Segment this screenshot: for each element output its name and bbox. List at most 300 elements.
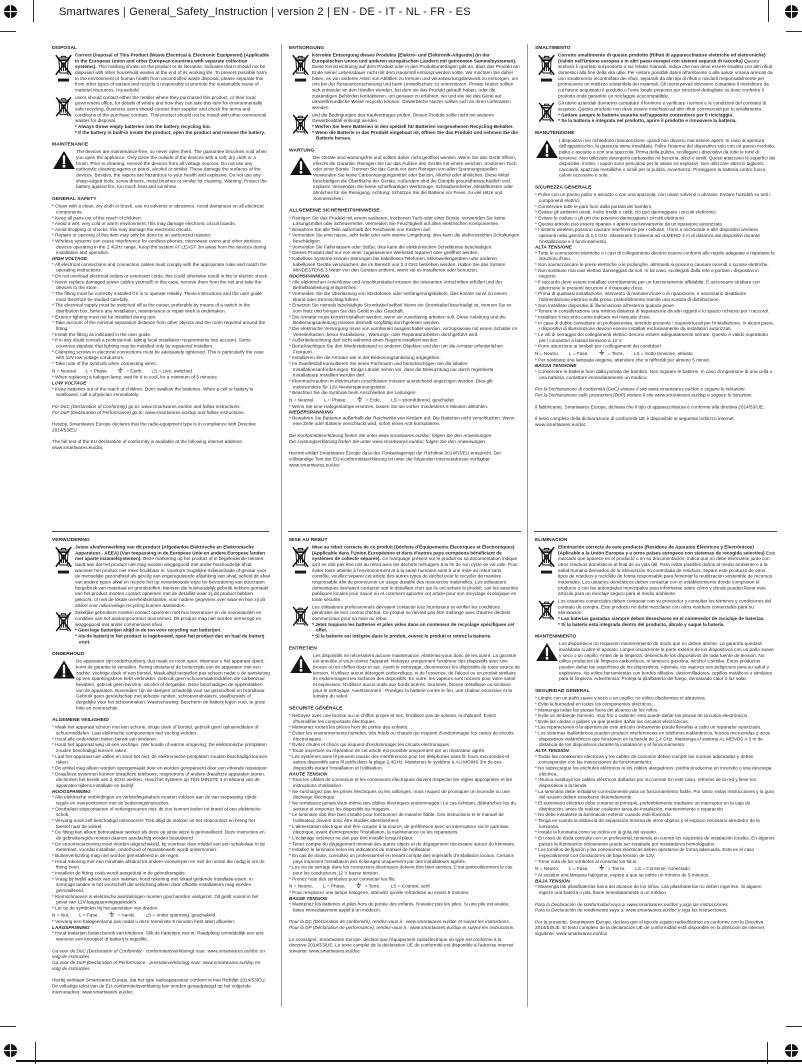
- section-heading: SÉCURITÉ GÉNÉRALE: [289, 705, 343, 712]
- paragraph: [75, 610, 270, 645]
- bullet-item: * Conservare le batterie fuori dalla portata dei bambini. Non ingoiare le batterie. In caso di ingestione di una cella o una batteria, contattare immediatamente un medico.: [535, 368, 773, 380]
- icon-paragraph: [52, 658, 270, 710]
- wire-label: L = Fase,: [569, 350, 589, 356]
- column-de: [289, 45, 520, 531]
- weee-icon: [535, 598, 558, 627]
- bullet-item: * Alle elektrischen Anschlüsse und Anschlusskabel müssen die relevanten Vorschriften erfüllen und der Betriebsanleitung entsprechen.: [289, 278, 503, 291]
- body-text: und die Bedingungen des Kaufvertrages prüfen. Dieses Produkt sollte nicht mit anderen Gewerbeabfall entsorgt werden.: [312, 111, 495, 124]
- bullet-item: * Questo articolo può essere riparato o aperto esclusivamente da un riparatore autorizzato.: [535, 220, 724, 227]
- icon-paragraph: [52, 149, 270, 190]
- section-heading: VERWIJDERING: [52, 537, 90, 543]
- crop-mark: [768, 0, 769, 22]
- bullet-item: * En cas de doute, consultez un professionnel en tenant compte des impératifs d'installation locaux. Certains pays imposent l'installation des éclairages uniquement par des installateurs agréés.: [289, 852, 514, 864]
- bullet-item: * Le luminaire doit être bien installé pour fonctionner de manière fiable. Ces instructions et le manuel de l'utilisateur doivent donc être étudiés attentivement.: [289, 811, 504, 823]
- bullet-item: * Installeer de fitting zoals wordt aangeduid in de gebruikersgids.: [52, 869, 186, 876]
- icon-paragraph: [535, 100, 776, 124]
- paragraph: [312, 112, 520, 141]
- bullet-item: * Keep batteries out of the reach of children. Don't swallow the batteries. When a cell or battery is swallowed, call a physician immediately.: [52, 385, 254, 398]
- bullet-item: * The fitting must be correctly installed if it is to operate reliably. These instructions and the user guide must therefore be studied carefully.: [52, 290, 263, 302]
- paragraph: [75, 52, 270, 93]
- wire-label: L = Phase: [85, 367, 107, 374]
- bullet-item: * Houd rekening met een minimale afstand tot andere voorwerpen en met de ruimte die nodig is om de fitting heen.: [52, 858, 265, 870]
- body-text: Los usuarios comerciales deben contactar con su proveedor y consultar los términos y condiciones del contrato de compra. Este producto no debe mezclarse con otros residuos comerciales para su eliminación.: [558, 598, 772, 616]
- bullet-item: * Take note of the symbols when connecting wires:: [52, 360, 157, 366]
- paragraph: Hierbij verklaart Smartwares Europe, dat het type radioapparatuur conform is met Richtlijn 2014/53/EU. De volledige tekst van de EU-conformiteitsverklaring kan worden geraadpleegd op het volgende internetadres: www.smartwares.eu/doc: [52, 977, 266, 995]
- doc-note: Pour la DC (Déclaration de conformité), rendez-vous à : www.smartwares.eu/doc et suivez les instructions.: [289, 918, 511, 925]
- section-heading: SICUREZZA GENERALE: [535, 184, 592, 191]
- warning-triangle-icon: [52, 658, 76, 710]
- weee-bar-icon: [52, 52, 75, 93]
- bullet-item: * Take account of the minimal separation distance from other objects and the room required around the fitting.: [52, 319, 266, 331]
- subsection-heading: BASSA TENSIONE: [535, 362, 577, 369]
- bullet-item: * I sistemi wireless possono causare interferenze per i cellulari, i forni a microonde e altri dispositivi wireless operanti nella gamma di 2,4 GHz. Mantenere il sistema ad ALMENO 3 m di distanza dai dispositivi durante l'installazione e il funzionamento.: [535, 226, 760, 244]
- warning-triangle-icon: [535, 641, 559, 682]
- body-text: Gli utenti aziendali dovranno contattare il fornitore e verificare i termini e le condizioni del contratto di acquisto. Questo prodotto non deve essere mischiato ad altri rifiuti commerciali per lo smaltimento.: [558, 100, 767, 112]
- bullet-list: [535, 695, 776, 747]
- bullet-item: * Clamping screws in electrical connections must be adequately tightened. This is particularly the case with 12V low voltage conductors.: [52, 348, 264, 361]
- icon-paragraph: [289, 155, 520, 202]
- bullet-item: * Tous les câbles de connexion et les connexions électriques doivent respecter les règles appropriées et les instructions d'utilisation.: [289, 776, 512, 789]
- bullet-item: * Maintenez toutes les pièces hors de portée des enfants.: [289, 724, 409, 730]
- bullet-item: * El suministro eléctrico debe cortarse al principio, preferiblemente mediante un interruptor en la caja de distribución, antes de realizar cualquier tarea de instalación, mantenimiento o reparación.: [535, 800, 751, 812]
- bullet-item: * Dit artikel mag alleen worden opengemaakt door en worden gerepareerd door een erkende reparateur.: [52, 765, 269, 771]
- bullet-item: * Exterior lighting must not be installed during rain.: [52, 313, 157, 320]
- weee-icon: [535, 100, 558, 124]
- bullet-item: * De stroomvoorziening moet worden uitgeschakeld, bij voorkeur door middel van een schakelaar in de meterkast, voordat installatie, onderhoud of reparatiewerk wordt ondernomen.: [52, 840, 266, 853]
- bullet-item: * Bewahren Sie alle Teile außerhalb der Reichweite von Kindern auf.: [289, 226, 431, 232]
- icon-paragraph: [535, 52, 776, 99]
- paragraph: [75, 544, 270, 608]
- wire-symbols-line: [535, 865, 776, 872]
- wire-label: N = Neutral: [52, 367, 76, 374]
- weee-icon: [289, 112, 312, 141]
- section-heading: MANTENIMIENTO: [535, 633, 577, 640]
- wire-label: N = Neutre,: [289, 883, 314, 889]
- subsection-heading: NIEDERSPANNUNG: [289, 409, 334, 415]
- bullet-item: * Installez le luminaire selon les indications du manuel de l'utilisateur.: [289, 846, 432, 853]
- section-heading: MAINTENANCE: [52, 141, 89, 148]
- icon-paragraph: [535, 544, 776, 596]
- subsection-heading: HAUTE TENSION: [289, 770, 328, 777]
- bullet-item: * Tenga en cuenta la distancia de separación mínima de otros objetos y el espacio necesario alrededor de la luminaria.: [535, 817, 760, 829]
- icon-paragraph: [289, 544, 520, 602]
- bullet-item: * Avoid dropping or shocks; this may damage the electronic circuits.: [52, 226, 193, 232]
- bullet-item: * Let op de symbolen bij het aansluiten van draden:: [52, 904, 159, 911]
- warning-triangle-icon: [289, 652, 313, 699]
- subsection-heading: ALTA TENSIÓN: [535, 747, 569, 754]
- bold-bullet: * Si la batería está integrada dentro del producto, ábralo y saque la batería.: [558, 621, 725, 627]
- bullet-list: [52, 930, 270, 942]
- paragraph: [558, 52, 776, 99]
- bullet-item: * Mantenga las pilas/baterías fuera del alcance de los niños. Las pilas/baterías no deben ingerirse. Si alguien ingiere una batería o pila, llame inmediatamente a un médico.: [535, 883, 762, 895]
- body-text: Zakelijke gebruikers moeten contact opnemen met hun leverancier en de voorwaarden en condities van het aankoopcontract doornemen. Dit product mag niet worden vermengd en weggegooid met ander commercieel afval.: [75, 609, 262, 627]
- bullet-item: * Evite un ambiente húmedo, muy frío o caliente; esto puede dañar las placas de circuitos electrónicos.: [535, 712, 749, 719]
- bullet-item: * Évitez les environnements humides, très froids ou chauds qui risquent d'endommager les cartes de circuits électroniques.: [289, 730, 514, 742]
- icon-paragraph: [535, 137, 776, 178]
- bullet-list: [289, 777, 520, 882]
- earth-symbol-icon: [355, 883, 363, 889]
- bullet-list: [535, 884, 776, 896]
- wire-label: LS = onder spanning, geschakeld: [145, 912, 216, 918]
- bullet-item: * Bewahren Sie Batterien außerhalb der Reichweite von Kindern auf. Die Batterien nicht verschlucken. Wenn eine Zelle oder Batterie verschluckt wird, sofort einen Arzt konsultieren.: [289, 414, 515, 427]
- icon-paragraph: [535, 598, 776, 627]
- bullet-item: * Ne remplacez jamais vous-même des câbles électriques endommagés ! Le cas échéant, débranchez-les du secteur et emportez les dispositifs au magasin.: [289, 800, 516, 812]
- bullet-item: * La luminaria debe instalarse correctamente para un funcionamiento fiable. Por tanto, estas instrucciones y la guía del usuario deben estudiarse detenidamente.: [535, 788, 774, 800]
- bullet-item: * Il raccordo deve essere installato correttamente per un funzionamento affidabile. È necessario studiare con attenzione le presenti istruzioni e il manuale d'uso.: [535, 279, 761, 291]
- paragraph: [558, 100, 776, 124]
- lead-text: Mise au rebut correcte de ce produit (Déchets d'Équipements Électriques et Électroniques) (Applicable dans l'Union Européenne et dans d'autres pays européens bénéficiant de systèmes de collecte séparée).: [312, 544, 515, 562]
- subsection-heading: HOOGSPANNING: [52, 788, 91, 794]
- paragraph: [558, 544, 776, 596]
- registration-mark-bottom-right: [784, 1043, 799, 1058]
- bullet-item: * Tutte le connessioni elettriche e i cavi di collegamento devono essere conformi alle regole adeguate e rispettare le istruzioni d'uso.: [535, 249, 775, 262]
- lead-text: Correct Disposal of This Product (Waste Electrical & Electronic Equipment) (Applicable in the European Union and other European countries with separate collection systems).: [75, 52, 270, 70]
- bullet-item: * Al sustituir una lámpara halógena, espere a que se enfríe un mínimo de 5 minutos.: [535, 871, 710, 878]
- wire-symbols-line: [52, 911, 270, 918]
- icon-paragraph: [289, 112, 520, 141]
- paragraph: [76, 149, 270, 190]
- bullet-item: * L'éclairage extérieur ne doit pas être installé lorsqu'il pleut.: [289, 834, 414, 841]
- bullet-item: * Evite la humedad en todos los componentes eléctricos.: [535, 700, 653, 707]
- section-heading: ENTSORGUNG: [289, 45, 325, 51]
- bullet-item: * Conservare tutte le parti fuori dalla portata dei bambini.: [535, 203, 653, 209]
- paragraph: [312, 52, 520, 110]
- weee-icon: [52, 94, 75, 135]
- bullet-item: * In caso di dubbi, consultare un professionista, tenendo presente i requisiti locali per l'installazione. In alcuni paesi, i dispositivi di illuminazione devono essere installati esclusivamente da installatori autorizzati.: [535, 319, 774, 332]
- column-en: [52, 45, 270, 531]
- weee-bar-icon: [52, 544, 75, 608]
- bold-bullet: * Jetez toujours les batteries et piles vides dans un conteneur de recyclage spécifiques cet effet.: [312, 621, 515, 633]
- paragraph: The full text of the EU declaration of conformity is available at the following internet address: www.smartwares.eu/doc: [52, 438, 243, 451]
- bullet-item: * Houd batterijen buiten bereik van kinderen. Slik de batterijen niet in. Raadpleeg onmiddellijk een arts wanneer een knoopcel of batterij is ingeslikt.: [52, 930, 264, 942]
- bullet-item: * Houd het apparaat weg uit een vochtige, zeer koude of warme omgeving; De elektronische printplaten zouden beschadigd kunnen raken.: [52, 741, 267, 754]
- bottom-cut-line: [16, 1060, 802, 1062]
- bullet-item: * Evitare le cadute o gli urti che possono danneggiare i circuiti elettronici.: [535, 214, 686, 221]
- doc-note: For DoP (Declaration of Performance) go to: www.smartwares.eu/dop and follow instructions.: [52, 409, 245, 415]
- lead-text: Eliminación correcta de este producto (Residuos de Aparatos Eléctricos y Electrónicos) (Aplicable a la Unión Europea y a otros países europeos con sistemas de recogida selectiva): [558, 544, 766, 556]
- bullet-item: * Los sistemas inalámbricos pueden producir interferencias en teléfonos inalámbricos, hornos microondas y otros dispositivos inalámbricos que funcionen en la banda de 2,4 GHz. Mantenga el sistema AL MENOS A 3 m de distancia de los dispositivos durante la instalación y el funcionamiento.: [535, 730, 771, 748]
- lead-text: Juiste afvalverwerking van dit product (Afgedankte Elektrische en Elektronische Apparatuur - AEEA) (Van toepassing in de Europese Unie en andere Europese landen met aparte inzamelsystemen).: [75, 544, 265, 562]
- paragraph: [312, 604, 520, 639]
- icon-paragraph: [52, 52, 270, 93]
- paragraph: Il testo completo della dichiarazione di conformità UE è disponibile al seguente indirizzo internet: www.smartwares.eu/doc: [535, 415, 735, 427]
- subsection-heading: BAJA TENSIÓN: [535, 877, 570, 884]
- bullet-item: * L'alimentation électrique doit être coupée à la source, de préférence avec un interrupteur sur le panneau électrique, avant d'entreprendre l'installation, la maintenance ou les réparations.: [289, 823, 509, 835]
- doc-note: Pour la DP (Déclaration de performance), rendez-vous à : www.smartwares.eu/dop et suivez les instructions.: [289, 924, 515, 931]
- bullet-item: * Avoid a wet, very cold or warm environment; this may damage electronic circuit boards.: [52, 220, 236, 227]
- bullet-item: * When replacing a halogen lamp, wait for it to cool, for a minimum of 5 minutes.: [52, 374, 218, 380]
- wire-symbols-line: [52, 367, 270, 374]
- bullet-list: [289, 279, 520, 396]
- wire-label: = Terre,: [355, 883, 380, 889]
- bullet-item: * Tenez compte du dégagement minimal des autres objets et du dégagement nécessaire autour du luminaire.: [289, 840, 516, 847]
- column-nl: [52, 537, 270, 1008]
- row-separator: [288, 531, 521, 532]
- wire-symbols-line: [289, 882, 520, 889]
- bullet-item: * Wenn Sie eine Halogenlampe ersetzen, lassen Sie sie vorher mindestens 5 Minuten abkühlen.: [289, 403, 489, 409]
- bullet-item: * The electrical supply must be switched off at the outset, preferably by means of a switch in the distribution box, before any installation, maintenance or repair work is undertaken.: [52, 302, 251, 314]
- bullet-list: [52, 794, 270, 911]
- bullet-item: * Keep all parts out of the reach of children.: [52, 214, 142, 221]
- bullet-item: * Ne surchargez pas les prises électriques ou les rallonges. Vous risquez de provoquer un incendie ou une décharge électrique.: [289, 788, 510, 800]
- bullet-item: * No sobrecargue los enchufes eléctricos ni los cables alargadores; podría producirse un incendio o una descarga eléctrica.: [535, 765, 772, 777]
- body-text: Les dispositifs ne nécessitent aucune maintenance. Abstenez-vous donc de les ouvrir. La garantie est annulée si vous ouvrez l'appareil. Nettoyez uniquement l'extérieur des dispositifs avec une brosse ou un chiffon doux et sec. Avant le nettoyage, déconnectez les dispositifs de toute source de tension. N'utilisez aucun détergent carboxylique, ni de l'essence, de l'alcool ou un produit similaire. Ils endommagent les surfaces des dispositifs. En outre, les vapeurs sont nocives pour votre santé et explosives. N'utilisez aucun outils aux bords acérés, tournevis, brosse métallique ou similaire pour le nettoyage. Avertissement : Protégez la batterie contre le feu, une chaleur excessive et la lumière du soleil.: [313, 652, 520, 699]
- bullet-item: * Installieren Sie die Armatur wie in der Bedienungsanleitung angegeben.: [289, 354, 441, 361]
- bullet-item: * Ersetzen Sie niemals beschädigte Stromkabel selbst! Wenn ein Stromkabel beschädigt ist, trennen Sie es vom Netz und bringen Sie das Gerät in das Geschäft.: [289, 302, 512, 314]
- paragraph: [313, 155, 520, 202]
- bold-bullet: * Als de batterij in het product is ingebouwd, open het product dan en haal de batterij eruit.: [75, 632, 265, 645]
- weee-icon: [289, 604, 312, 639]
- bullet-item: * Do not overload electrical outlets or extension cords; this could otherwise result in fire or electric shock.: [52, 273, 269, 279]
- icon-paragraph: [52, 94, 270, 135]
- bullet-item: * Never replace damaged power cables yourself! In this case, remove them from the net and take the devices to the store.: [52, 278, 262, 291]
- bullet-item: * Installare il raccordo come indicato nel manuale d'uso.: [535, 314, 651, 320]
- bullet-item: * Alle elektrische verbindingen en verbindingskabels moeten voldoen aan de van toepassing zijnde regels en overeenkomen met de bedieningsinstructies.: [52, 794, 257, 806]
- wire-label: L = Fase,: [569, 865, 589, 872]
- earth-symbol-icon: [357, 397, 365, 403]
- body-text: Ce marquage présent sur le produit ou sa documentation indique qu'il ne doit pas être mis au rebut avec les déchets ménagers à la fin de son cycle de vie utile. Pour éviter toute atteinte à l'environnement et à la santé humaine suite à une mise au rebut sans contrôle, veuillez séparer cet article des autres types de déchet pour le recycler de manière responsable afin de promouvoir un usage durable des ressources matérielles. Les utilisateurs domestiques devraient contacter soit le détaillant chez qui ils ont acheté le produit, soit les autorités publiques locales pour savoir où et comment apporter cet article pour son recyclage écologique en toute sécurité.: [312, 555, 519, 603]
- warning-triangle-icon: [535, 137, 559, 178]
- bullet-item: * Los tornillos de fijación y las conexiones eléctricas deben apretarse de forma adecuada. Este es el caso especialmente con conductores de baja tensión de 12V.: [535, 846, 755, 858]
- icon-paragraph: [52, 610, 270, 645]
- doc-note: Para la Declaración de conformidad vaya a: www.smartwares.eu/doc y siga las instrucciones.: [535, 901, 729, 907]
- icon-paragraph: [289, 652, 520, 699]
- bold-bullet: * Werfen Sie leere Batterien in den speziell für Batterien vorgesehenen Recycling-Behälter.: [312, 123, 514, 130]
- body-text: Deze markering op het product of in begeleidende teksten duidt aan dat het product niet mag worden weggegooid met ander huishoudelijk afval wanneer het product niet meer bruikbaar is. Voorkom mogelijke milieuschade of gevaar voor de menselijke gezondheid als gevolg van ongereguleerde afdanking van afval; scheid dit afval van andere typen afval en recycle het op verantwoorde wijze ter bevordering van duurzaam hergebruik van materiaal en grondstoffen. Mensen die huishoudelijk gebruik hebben gemaakt van het product moeten contact opnemen met de detaillist waar zij dit product hebben gekocht, of met de lokale overheidsinstantie, voor nadere gegevens over waar en hoe zij dit artikel voor milieuveilige recycling kunnen aanbieden.: [75, 555, 270, 608]
- bullet-list: [52, 386, 270, 398]
- bullet-item: * Die Armatur muss korrekt installiert werden, wenn sie zuverlässig arbeiten soll. Diese Anleitung und die Bedienungsanleitung müssen deshalb sorgfältig durchgelesen werden.: [289, 313, 506, 326]
- wire-label: = Terra,: [599, 350, 624, 356]
- bullet-list: [535, 250, 776, 349]
- doc-note: Die Leistungserklärung finden Sie unter www.smartwares.eu/doc; folgen Sie den Anweisungen.: [289, 438, 487, 444]
- column-it: [535, 45, 776, 531]
- column-divider: [527, 44, 528, 1007]
- bullet-item: * Tenere in considerazione una minima distanza di separazione da altri oggetti e lo spazio richiesto per i raccordi.: [535, 308, 770, 314]
- section-heading: ONDERHOUD: [52, 651, 85, 657]
- body-text: The devices are maintenance-free, so never open them. The guarantee becomes void when you open the appliance. Only clean the outside of the devices with a soft, dry cloth or a brush. Prior to cleaning, remove the devices from all voltage sources. Do not use any carboxylic cleaning agents or petrol, alcohol or similar. These damage the surfaces of the devices. Besides, the vapors are hazardous to your health and explosive. Do not use any sharp-edged tools, screw drivers, metal brushes or similar for cleaning. Warning: Protect the battery against fire, too much heat and sunshine.: [76, 148, 267, 190]
- bullet-item: * Vervang een halogeenlamp pas nadat u deze tenminste 5 minuten hebt laten afkoelen.: [52, 918, 236, 925]
- bullet-item: * Im Zweifelsfall konsultieren Sie einen Fachmann und berücksichtigen Sie die lokalen Installationsanforderungen. Einige Länder sehen vor, dass die Beleuchtung nur durch registrierte Installateure installiert werden darf.: [289, 360, 494, 378]
- paragraph: [76, 658, 270, 710]
- icon-paragraph: [289, 52, 520, 110]
- weee-bar-icon: [289, 544, 312, 602]
- bullet-item: * ¡Nunca sustituya los cables eléctricos dañados por su cuenta! En este caso, retírelos de la red y lleve los dispositivos a la tienda.: [535, 776, 756, 789]
- row-separator: [534, 531, 777, 532]
- icon-paragraph: [535, 641, 776, 682]
- page-title: Smartwares | General_Safety_Instruction | version 2 | EN - DE - IT - NL - FR - ES: [59, 6, 471, 18]
- bullet-item: * Klemschroeven in elektrische aansluitingen moeten goed worden vastgezet. Dit geldt vooral in het geval van 12V-laagspanningsgeleiders.: [52, 893, 259, 905]
- doc-note: Per la Dichiarazione di conformità (DoC) visitare il sito www.smartwares.eu/doc e seguire le istruzioni.: [535, 386, 746, 392]
- bullet-item: * Laat het apparaat niet vallen en stoot het niet; de elektronische printplaten zouden beschadigd kunnen raken.: [52, 753, 268, 765]
- body-text: De apparaten zijn onderhoudsvrij, dus maak ze nooit open. Wanneer u het apparaat opent, komt de garantie te vervallen. Reinig uitsluitend de buitenzijde van de apparaten met een zachte, vochtige doek of een borstel. Maak altijd toestellen pas schoon nadat u de aansluiting op een spanningsbron hebt verbroken. Gebruik geen schoonmaakmiddelen die carbonzuur bevatten, gebruik geen benzine, alcohol of dergelijke. Deze beschadigen de oppervlakken van de apparaten. Bovendien zijn de dampen schadelijk voor uw gezondheid en brandbaar. Gebruik geen gereedschap met scherpe randen, schroevendraaiers, staalborstels of dergelijke voor het schoonmaken. Waarschuwing: Bescherm de batterij tegen vuur, te grote hitte en zonneschijn.: [76, 658, 270, 711]
- bold-bullet: * Always throw empty batteries into the battery recycling bin.: [75, 123, 211, 130]
- section-heading: ALGEMENE VEILIGHEID: [52, 717, 109, 723]
- wire-symbols-line: [535, 349, 776, 356]
- wire-label: LS = Live, switched: [151, 367, 192, 374]
- icon-paragraph: [52, 544, 270, 608]
- body-text: This marking shown on the product or its literature, indicates that it should not be disposed with other household wastes at the end of its working life. To prevent possible harm to the environment or human health from uncontrolled waste disposal, please separate this from other types of wastes and recycle it responsibly to promote the sustainable reuse of material resources. Household: [75, 63, 268, 93]
- bullet-item: * If in any doubt consult a professional, taking local installation requirements into account. Some countries stipulate that lighting may be installed only by registered installers.: [52, 337, 251, 349]
- bullet-item: * Berücksichtigen Sie den Mindestabstand zu anderen Objekten und den um die Armatur erforderlichen Freiraum.: [289, 342, 503, 355]
- bullet-list: [289, 713, 520, 771]
- wire-label: = Erde,: [357, 397, 382, 403]
- bullet-item: * Non sovraccaricare le prese elettriche o le prolunghe, altrimenti si possono causare incendi o scosse elettriche.: [535, 261, 769, 268]
- bullet-item: * Prima di qualsiasi installazione, intervento di manutenzione o di riparazione, è necessario disattivare l'alimentazione elettrica sulla presa, preferibilmente tramite una scatola di distribuzione.: [535, 290, 747, 303]
- paragraph: [313, 652, 520, 699]
- bullet-item: * Overbelast stopcontacten of verlengsnoeren niet; dit zou kunnen leiden tot brand of een elektrische schok.: [52, 805, 261, 818]
- wire-label: LS = Courant, actif: [390, 883, 430, 889]
- bullet-item: * Per sostituire una lampada alogena, attendere che si raffreddi per almeno 5 minuti.: [535, 356, 711, 363]
- body-text: Questo simbolo è riportato sul prodotto o sui relativi manuali, indica che non deve essere smaltito con altri rifiuti domestici alla fine della vita utile. Per evitare possibili danni all'ambiente o alla salute umana arrecati da uno smaltimento incontrollato dei rifiuti, separarli da altri tipi di rifiuti e riciclarli responsabilmente per promuovere un riutilizzo sostenibile dei materiali. Gli utenti privati dovranno contattare il rivenditore da cui hanno acquistato il prodotto o l'ente locale preposto per istruzioni dettagliate su dove conferire il prodotto onde garantire un riciclaggio ecocompatibile.: [558, 57, 773, 99]
- paragraph: Le soussigné, Smartwares Europe, déclare que l'équipement radioélectrique du type est conforme à la directive 2014/53/UE. Le texte complet de la déclaration UE de conformité est disponible à l'adresse internet suivante: www.smartwares.eu/doc: [289, 936, 514, 954]
- bullet-item: * Todas las conexiones eléctricas y los cables de conexión deben cumplir las normas adecuadas y deben corresponder con las instrucciones de funcionamiento.: [535, 753, 754, 765]
- bullet-item: * Vermeiden Sie die Überlastung von Steckdosen oder Verlängerungskabeln; dies könnte sonst zu einem Brand oder Stromschlag führen.: [289, 290, 507, 302]
- bullet-list: [535, 368, 776, 380]
- bullet-list: [289, 901, 520, 913]
- bold-bullet: * Gettare sempre le batterie esaurite nell'apposito contenitore per il riciclaggio.: [558, 111, 734, 118]
- subsection-heading: LOW VOLTAGE: [52, 379, 87, 386]
- body-text: Diese Kennzeichnung auf dem Produkt oder in den Produktunterlagen gibt an, dass das Produkt am Ende seiner Lebensdauer nicht mit dem Hausmüll entsorgt werden sollte. Wir möchten Sie daher bitten, es von anderen Arten von Abfällen zu trennen und verantwortungsbewusst zu entsorgen, um uns bei der Ressourcenschonung und beim Umweltschutz zu unterstützen. Private Nutzer sollten sich entweder an den Händler wenden, bei dem sie das Produkt gekauft haben, oder die zuständigen Behörden kontaktieren, um genauer zu erfahren, wo und wie sie das Gerät auf umweltfreundliche Weise recyceln können. Gewerbliche Nutzer sollten sich an ihren Lieferanten wenden: [312, 63, 520, 111]
- bullet-item: * Dieses Produkt darf nur von einer zugelassenen Werkstatt repariert oder geöffnet werden.: [289, 249, 479, 256]
- bullet-item: * Buitenverlichting mag niet worden geïnstalleerd in de regen.: [52, 852, 180, 858]
- earth-symbol-icon: [599, 350, 607, 356]
- wire-label: LS = Corriente, conectado: [635, 865, 690, 872]
- bullet-item: * Beachten Sie die Symbole beim Anschließen der Leitungen:: [289, 389, 417, 396]
- bullet-item: * Pulire con un panno pulito e asciutto o con una spazzola, non usare solventi o abrasivi. Evitare l'umidità su tutti i componenti elettrici.: [535, 191, 771, 203]
- bold-bullet: * Si la batterie est intégrée dans le produit, ouvrez le produit et retirez la batterie.: [312, 632, 492, 639]
- paragraph: [559, 137, 776, 178]
- subsection-heading: LAAGSPANNING: [52, 924, 90, 930]
- wire-label: L = Phase,: [324, 396, 347, 403]
- bullet-item: * Non installare dispositivi di illuminazione all'esterno quando piove.: [535, 302, 676, 308]
- icon-paragraph: [289, 604, 520, 639]
- bullet-item: * Repairs or opening of this item may only be done by an authorized repairer.: [52, 232, 212, 238]
- bullet-item: * En caso de duda consulte con un profesional, teniendo en cuenta los requisitos de instalación locales. En algunos países la iluminación únicamente puede ser instalada por instaladores homologados.: [535, 834, 775, 847]
- body-text: Les utilisateurs professionnels devraient contacter leur fournisseur et vérifier les conditions générales de leur contrat d'achat. Ce produit ne devrait pas être mélangé avec d'autres déchets commerciaux pour sa mise au rebut.: [312, 603, 511, 622]
- bullet-item: * Mantenga todas las piezas fuera del alcance de los niños.: [535, 706, 659, 713]
- bullet-item: * Toute ouverture ou réparation de cet article est possible uniquement par un réparateur agréé.: [289, 747, 486, 754]
- subsection-heading: ALTA TENSIONE: [535, 244, 572, 250]
- section-heading: SEGURIDAD GENERAL: [535, 688, 590, 694]
- column-es: [535, 537, 776, 1008]
- paragraph: Hiermit erklärt Smartwares Europe dass der Funkanlagentyp der Richtlinie 2014/53/EU entspricht. Der vollständige Text der EU-Konformitätserklärung ist unter der folgenden Internetadresse verfügbar: www.smartwares.eu/doc: [289, 450, 502, 468]
- bullet-item: * Vermeiden Sie Fallenlassen oder Stöße; dies kann die elektronischen Schaltkreise beschädigen.: [289, 243, 493, 250]
- wire-label: = Aarde,: [109, 912, 136, 918]
- bold-bullet: * Gooi lege batterijen altijd in de ton voor recycling van batterijen.: [75, 627, 222, 633]
- wire-label: LS = Sotto tensione, attivato: [633, 350, 693, 356]
- bullet-item: * Tome nota de los símbolos al conectar los hilos:: [535, 858, 638, 864]
- bullet-item: * Maak het apparaat schoon met een schone, droge doek of borstel, gebruik geen oplosmiddelen of schuurmiddelen. Laat elektrische componenten niet vochtig worden.: [52, 724, 259, 736]
- bullet-list: [289, 215, 520, 273]
- bullet-item: * Maintenez les batteries et piles hors de portée des enfants. N'avalez pas les piles. Si une pile est avalée, faites immédiatement appel à un médecin.: [289, 901, 510, 913]
- bullet-list: [289, 415, 520, 427]
- doc-note: Die Konformitätserklärung finden Sie unter www.smartwares.eu/doc; folgen Sie den Anweisungen.: [289, 432, 493, 439]
- bullet-item: * Las reparaciones o la apertura de este artículo únicamente puede llevarlas a cabo un reparador autorizado.: [535, 724, 762, 730]
- wire-label: N = Nul,: [52, 912, 70, 918]
- wire-label: N = Neutro,: [535, 865, 560, 872]
- bullet-item: * Évitez chutes et chocs qui risquent d'endommager les circuits électroniques.: [289, 741, 451, 748]
- earth-symbol-icon: [109, 912, 117, 918]
- bullet-item: * Install the fitting as indicated in the user guide.: [52, 331, 152, 337]
- registration-mark-bottom-left: [3, 1043, 18, 1058]
- warning-triangle-icon: [289, 155, 313, 202]
- lead-text: Korrekte Entsorgung dieses Produkts (Elektro- und Elektronik-Altgeräte) (in der Europäischen Union und anderen europäischen Ländern mit getrennten Sammelsystemen).: [312, 52, 517, 64]
- bullet-item: * Wireless systems can cause interference for cordless phones, microwave ovens and other wireless devices operating in the 2.4GHz range. Keep the system AT LEAST 3m away from the devices during installation and operation.: [52, 238, 267, 256]
- subsection-heading: HOCHSPANNUNG: [289, 273, 330, 279]
- crop-mark: [0, 31, 16, 32]
- doc-note: For DoC (Declaration of Conformity) go to: www.smartwares.eu/doc and follow instructions.: [52, 403, 241, 409]
- bullet-list: [52, 203, 270, 255]
- subsection-heading: BASSE TENSION: [289, 895, 328, 901]
- wire-label: N = Neutro,: [535, 350, 560, 356]
- bullet-item: * Prenez note des symboles pour connecter les fils:: [289, 875, 396, 882]
- bullet-item: * Non sostituire mai cavi elettrici danneggiati da soli. In tal caso, scollegarli dalla rete e portare i dispositivi in negozio.: [535, 267, 759, 279]
- bullet-list: [52, 724, 270, 788]
- weee-bar-icon: [535, 544, 558, 596]
- section-heading: MISE AU REBUT: [289, 537, 328, 543]
- registration-mark-top-right: [784, 4, 799, 19]
- row-separator: [52, 531, 269, 532]
- crop-mark: [786, 31, 802, 32]
- wire-label: L = Fase,: [79, 912, 99, 918]
- bullet-item: * Nettoyez avec une brosse ou un chiffon propre et sec. N'utilisez pas de solvant, ni d'abrasif. Évitez d'humidifier les composants électriques.: [289, 712, 497, 724]
- earth-symbol-icon: [599, 866, 607, 872]
- bullet-item: * Limpie con un paño suave y seco o un cepillo; no utilice disolventes ni abrasivos.: [535, 695, 707, 701]
- crop-mark: [0, 1026, 16, 1027]
- doc-note: Ga voor de DoC (Declaration of Conformity - conformiteitsverklaring) naar: www.smartwares.eu/doc en volg de instructies.: [52, 947, 265, 960]
- crop-mark: [786, 1026, 802, 1027]
- body-text: Die Geräte sind wartungsfrei und sollten daher nicht geöffnet werden. Wenn Sie das Gerät öffnen, erlischt die Garantie. Reinigen Sie nur das Äußere des Geräts mit einem weichen, trockenen Tuch oder einer Bürste. Trennen Sie das Gerät vor dem Reinigen von allen Spannungsquellen. Verwenden Sie keine Carbonreinigungsmittel oder Benzin, Alkohol oder ähnliches. Diese Mittel beschädigen die Oberfläche der Geräte. Außerdem sind die Dämpfe gesundheitsschädlich und explosiv. Verwenden Sie keine scharfkantigen Werkzeuge, Schraubendreher, Metallbürsten oder ähnliches für die Reinigung. Achtung: Schützen Sie die Batterie vor Feuer, zu viel Hitze und Sonnenschein.: [313, 154, 517, 201]
- section-heading: ENTRETIEN: [289, 645, 317, 651]
- bullet-item: * Evitare gli ambienti umidi, molto freddi o caldi; ciò può danneggiare i circuiti elettronici.: [535, 209, 717, 215]
- column-divider: [281, 44, 282, 1007]
- doc-note: Per la Dichiarazione sulle prestazioni (DoP) visitare il sito www.smartwares.eu/dop e seguire le istruzioni.: [535, 391, 753, 398]
- bold-bullet: * Las baterías gastadas siempre deben desecharse en el contenedor de reciclaje de baterías.: [558, 615, 765, 622]
- bullet-item: * Houd alle onderdelen buiten bereik van kinderen.: [52, 735, 158, 742]
- wire-label: N = Neutral,: [289, 396, 315, 403]
- paragraph: Il fabbricante, Smartwares Europe, dichiara che il tipo di apparecchiatura è conforme alla direttiva 2014/53/UE.: [535, 403, 765, 410]
- paragraph: [75, 94, 270, 135]
- section-heading: ALLGEMEINE SICHERHEITSHINWEISE: [289, 207, 380, 214]
- bullet-item: * Clean with a clean, dry cloth or brush, use no solvents or abrasives. Avoid dampness on all electrical components.: [52, 203, 264, 215]
- wire-label: L = Phase,: [323, 883, 346, 889]
- bullet-list: [52, 261, 270, 366]
- paragraph: Hereby, Smartwares Europe declares that the radio-equipment type is in compliance with Directive 2014/53/EU: [52, 421, 256, 433]
- section-heading: SMALTIMENTO: [535, 45, 571, 51]
- bold-bullet: * Wenn die Batterie in das Produkt eingebaut ist, öffnen Sie das Produkt und nehmen Sie die Batterie heraus.: [312, 129, 518, 141]
- lead-text: Corretto smaltimento di questo prodotto (Rifiuti di apparecchiature elettriche ed elettroniche) (Valido nell'Unione europea e in altri paesi europei con sistemi separati di raccolta): [558, 52, 766, 64]
- doc-note: Para la Declaración de rendimiento vaya a: www.smartwares.eu/doc y siga las instrucciones.: [535, 907, 728, 913]
- bullet-item: * Instale la luminaria como se indica en la guía del usuario.: [535, 829, 658, 835]
- bold-bullet: * Se la batteria è integrata nel prodotto, aprire il prodotto e rimuovere la batteria.: [558, 117, 737, 124]
- bullet-item: * Die elektrische Versorgung muss von vornherein ausgeschaltet werden, vorzugsweise mit einem Schalter im Verteilerkasten, bevor Installations-, Wartungs- oder Reparaturarbeiten durchgeführt wird.: [289, 325, 518, 337]
- weee-bar-icon: [289, 52, 312, 110]
- wire-label: = Earth: [117, 368, 142, 374]
- subsection-heading: HIGH VOLTAGE: [52, 255, 87, 262]
- doc-note: Ga voor de DoP (Declaration of Performance - prestatieverklaring) naar: www.smartwares.eu/dop en volg de instructies.: [52, 959, 261, 971]
- wire-symbols-line: [289, 396, 520, 403]
- bullet-item: * Vermeiden Sie eine nasse, sehr kalte oder sehr warme Umgebung; dies kann die elektronischen Schaltungen beschädigen.: [289, 232, 520, 244]
- section-heading: ELIMINACIÓN: [535, 537, 568, 543]
- weee-icon: [52, 610, 75, 645]
- paragraph: [558, 598, 776, 627]
- bullet-item: * Vervang nooit zelf beschadigd netsnoeren! Trek altijd de stekker uit het stopcontact en breng het toestel naar de winkel.: [52, 817, 255, 829]
- earth-symbol-icon: [117, 368, 125, 374]
- bullet-item: * Klemmschrauben in elektrischen Anschlüssen müssen ausreichend angezogen werden. Dies gilt insbesondere für 12V-Niederspannungsleiter.: [289, 377, 493, 390]
- bullet-list: [535, 753, 776, 864]
- section-heading: DISPOSAL: [52, 45, 78, 51]
- section-heading: WARTUNG: [289, 147, 315, 153]
